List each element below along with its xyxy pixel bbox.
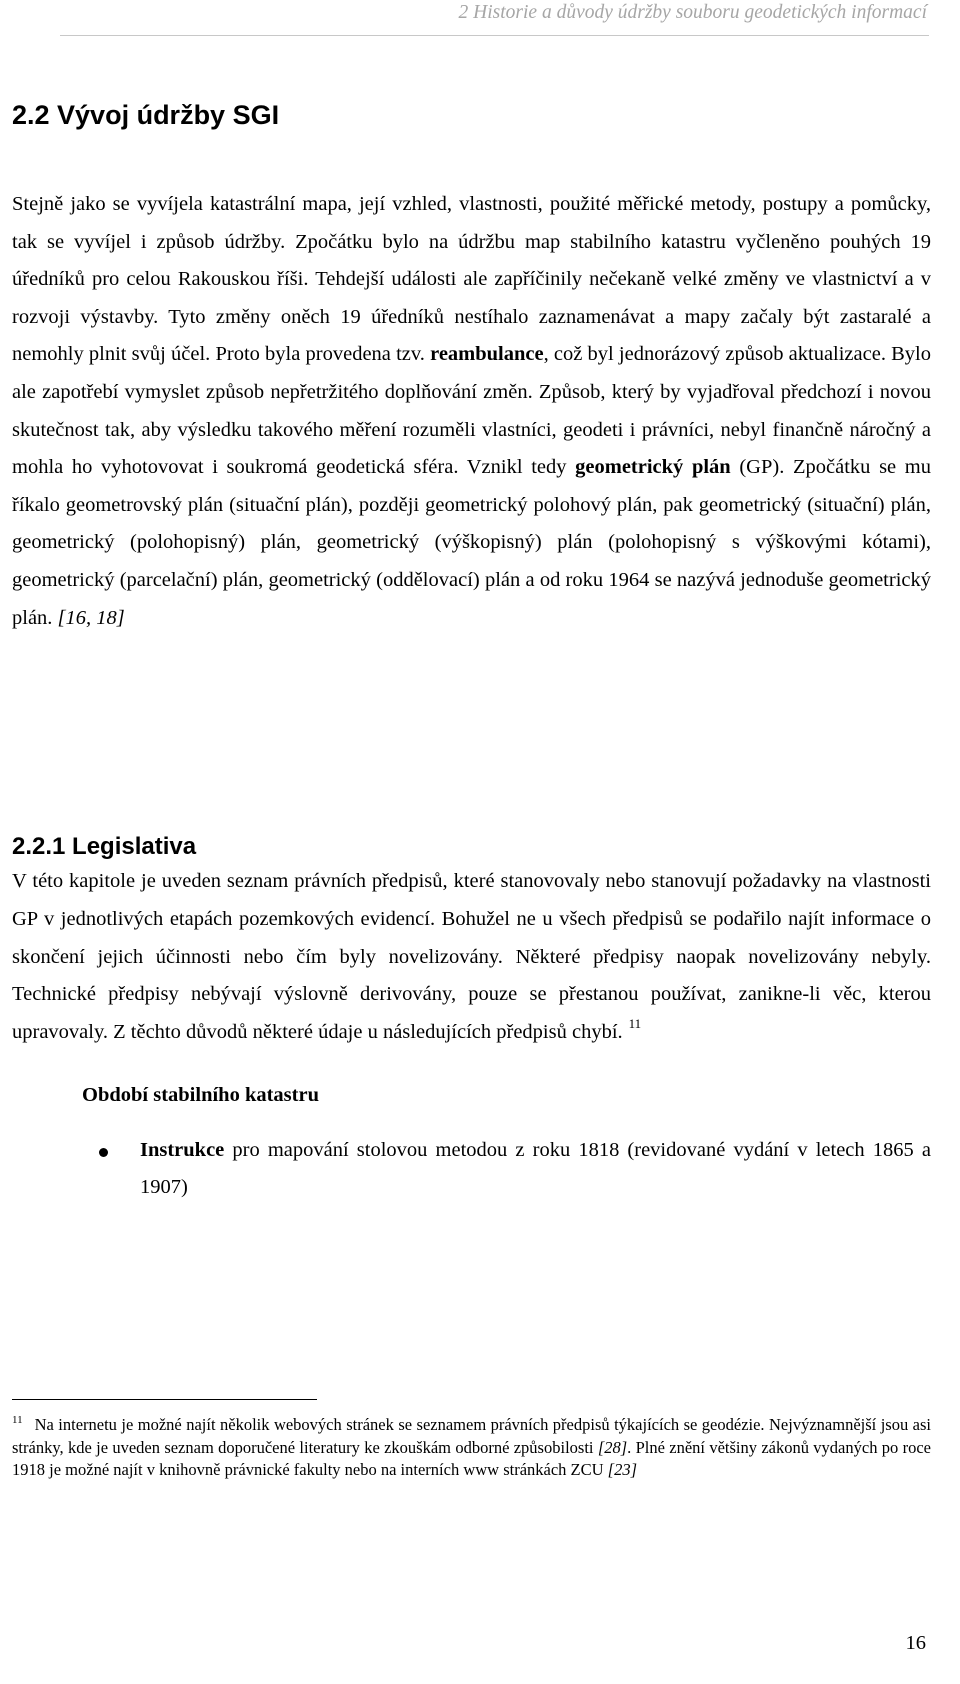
subsection-heading: 2.2.1 Legislativa xyxy=(12,833,197,860)
term-reambulance: reambulance xyxy=(430,343,544,366)
term-geometricky-plan: geometrický plán xyxy=(575,456,731,479)
footnote xyxy=(12,1414,931,1482)
footnote-mark: 11 xyxy=(12,1414,23,1426)
header-rule xyxy=(60,35,929,36)
running-header: 2 Historie a důvody údržby souboru geodetických informací xyxy=(458,2,927,23)
list-item xyxy=(140,1132,931,1205)
section-heading: 2.2 Vývoj údržby SGI xyxy=(12,100,280,130)
footnote-citation: [23] xyxy=(607,1460,638,1479)
footnote-separator xyxy=(12,1399,317,1400)
list-item-text: pro mapování stolovou metodou z roku 1818 (revidované vydání v letech 1865 a 1907) xyxy=(140,1139,931,1198)
bullet-icon xyxy=(99,1148,108,1157)
subsection-paragraph xyxy=(12,863,931,1052)
paragraph-text: , což byl jednorázový způsob aktualizace. Bylo ale zapotřebí vymyslet způsob nepřetržitého doplňování změn. Způsob, který by vyjadřoval předchozí i novou skutečnost tak, aby výsledku takového měření rozuměli vlastníci, geodeti i právníci, nebyl finančně náročný a mohla ho vyhotovovat i soukromá geodetická sféra. Vznikl tedy xyxy=(12,343,931,479)
footnote-reference[interactable]: 11 xyxy=(628,1016,642,1032)
section-paragraph xyxy=(12,186,931,637)
period-heading: Období stabilního katastru xyxy=(82,1084,319,1106)
paragraph-text: (GP). Zpočátku se mu říkalo geometrovský plán (situační plán), později geometrický polohový plán, pak geometrický (situační) plán, geometrický (polohopisný) plán, geometrický (výškopisný) plán (polohopisný s výškovými kótami), geometrický (parcelační) plán, geometrický (oddělovací) plán a od roku 1964 se nazývá jednoduše geometrický plán. xyxy=(12,456,931,629)
list-item-title: Instrukce xyxy=(140,1139,225,1161)
page-number: 16 xyxy=(905,1632,926,1654)
paragraph-text: Stejně jako se vyvíjela katastrální mapa, její vzhled, vlastnosti, použité měřické metody, postupy a pomůcky, tak se vyvíjel i způsob údržby. Zpočátku bylo na údržbu map stabilního katastru vyčleněno pouhých 19 úředníků pro celou Rakouskou říši. Tehdejší události ale zapříčinily nečekaně velké změny ve vlastnictví a v rozvoji výstavby. Tyto změny oněch 19 úředníků nestíhalo zaznamenávat a mapy začaly být zastaralé a nemohly plnit svůj účel. Proto byla provedena tzv. xyxy=(12,193,931,366)
footnote-text: Na internetu je možné najít několik webových stránek se seznamem právních předpisů týkajících se geodézie. Nejvýznamnější jsou asi stránky, kde je uveden seznam doporučené literatury ke zkouškám odborné způsobilosti xyxy=(12,1415,931,1457)
footnote-citation: [28] xyxy=(597,1437,628,1457)
footnote-text: . Plné znění většiny zákonů vydaných po roce 1918 je možné najít v knihovně právnické fakulty nebo na interních www stránkách ZCU xyxy=(12,1437,932,1479)
citation: [16, 18] xyxy=(57,606,125,629)
paragraph-text: V této kapitole je uveden seznam právních předpisů, které stanovovaly nebo stanovují požadavky na vlastnosti GP v jednotlivých etapách pozemkových evidencí. Bohužel ne u všech předpisů se podařilo najít informace o skončení jejich účinnosti nebo čím byly novelizovány. Některé předpisy naopak novelizovány nebyly. Technické předpisy nebývají výslovně derivovány, pouze se přestanou používat, zanikne-li věc, kterou upravovaly. Z těchto důvodů některé údaje u následujících předpisů chybí. xyxy=(12,870,931,1044)
